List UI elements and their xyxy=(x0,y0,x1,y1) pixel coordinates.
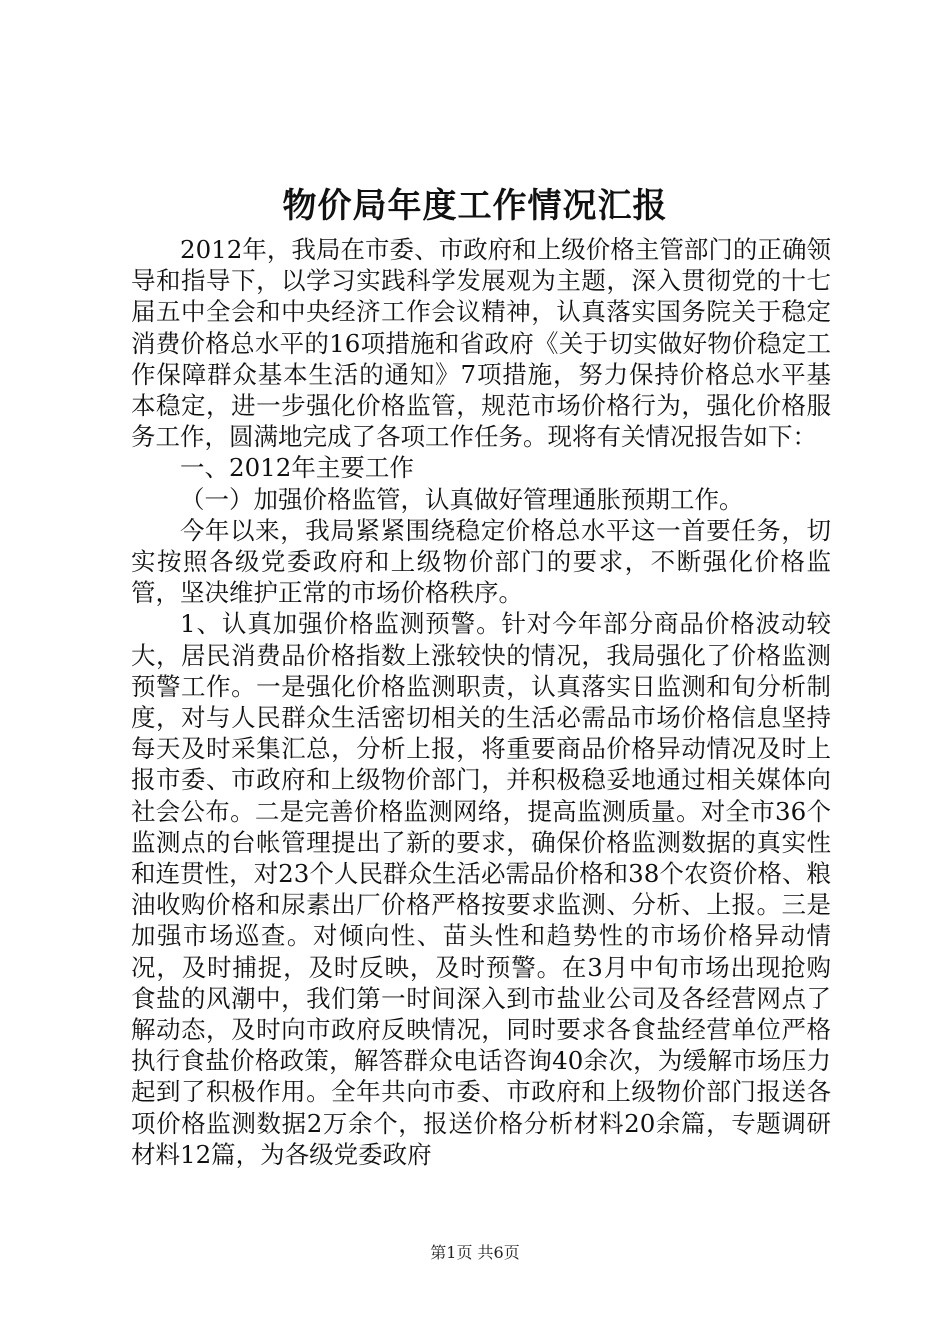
document-title: 物价局年度工作情况汇报 xyxy=(282,186,668,226)
body-paragraph: 1、认真加强价格监测预警。针对今年部分商品价格波动较大，居民消费品价格指数上涨较快的情况，我局强化了价格监测预警工作。一是强化价格监测职责，认真落实日监测和旬分析制度，对与人民群众生活密切相关的生活必需品市场价格信息坚持每天及时采集汇总，分析上报，将重要商品价格异动情况及时上报市委、市政府和上级物价部门，并积极稳妥地通过相关媒体向社会公布。二是完善价格监测网络，提高监测质量。对全市36个监测点的台帐管理提出了新的要求，确保价格监测数据的真实性和连贯性，对23个人民群众生活必需品价格和38个农资价格、粮油收购价格和尿素出厂价格严格按要求监测、分析、上报。三是加强市场巡查。对倾向性、苗头性和趋势性的市场价格异动情况，及时捕捉，及时反映，及时预警。在3月中旬市场出现抢购食盐的风潮中，我们第一时间深入到市盐业公司及各经营网点了解动态，及时向市政府反映情况，同时要求各食盐经营单位严格执行食盐价格政策，解答群众电话咨询40余次，为缓解市场压力起到了积极作用。全年共向市委、市政府和上级物价部门报送各项价格监测数据2万余个，报送价格分析材料20余篇，专题调研材料12篇，为各级党委政府 xyxy=(131,609,831,1169)
intro-paragraph: 2012年，我局在市委、市政府和上级价格主管部门的正确领导和指导下，以学习实践科学发展观为主题，深入贯彻党的十七届五中全会和中央经济工作会议精神，认真落实国务院关于稳定消费价格总水平的16项措施和省政府《关于切实做好物价稳定工作保障群众基本生活的通知》7项措施，努力保持价格总水平基本稳定，进一步强化价格监管，规范市场价格行为，强化价格服务工作，圆满地完成了各项工作任务。现将有关情况报告如下： xyxy=(131,235,831,452)
document-body xyxy=(131,234,831,1170)
subsection-heading: （一）加强价格监管，认真做好管理通胀预期工作。 xyxy=(180,484,744,514)
section-heading: 一、2012年主要工作 xyxy=(180,453,414,483)
page-footer: 第1页 共6页 xyxy=(430,1243,520,1262)
body-paragraph: 今年以来，我局紧紧围绕稳定价格总水平这一首要任务，切实按照各级党委政府和上级物价部门的要求，不断强化价格监管，坚决维护正常的市场价格秩序。 xyxy=(131,515,831,608)
